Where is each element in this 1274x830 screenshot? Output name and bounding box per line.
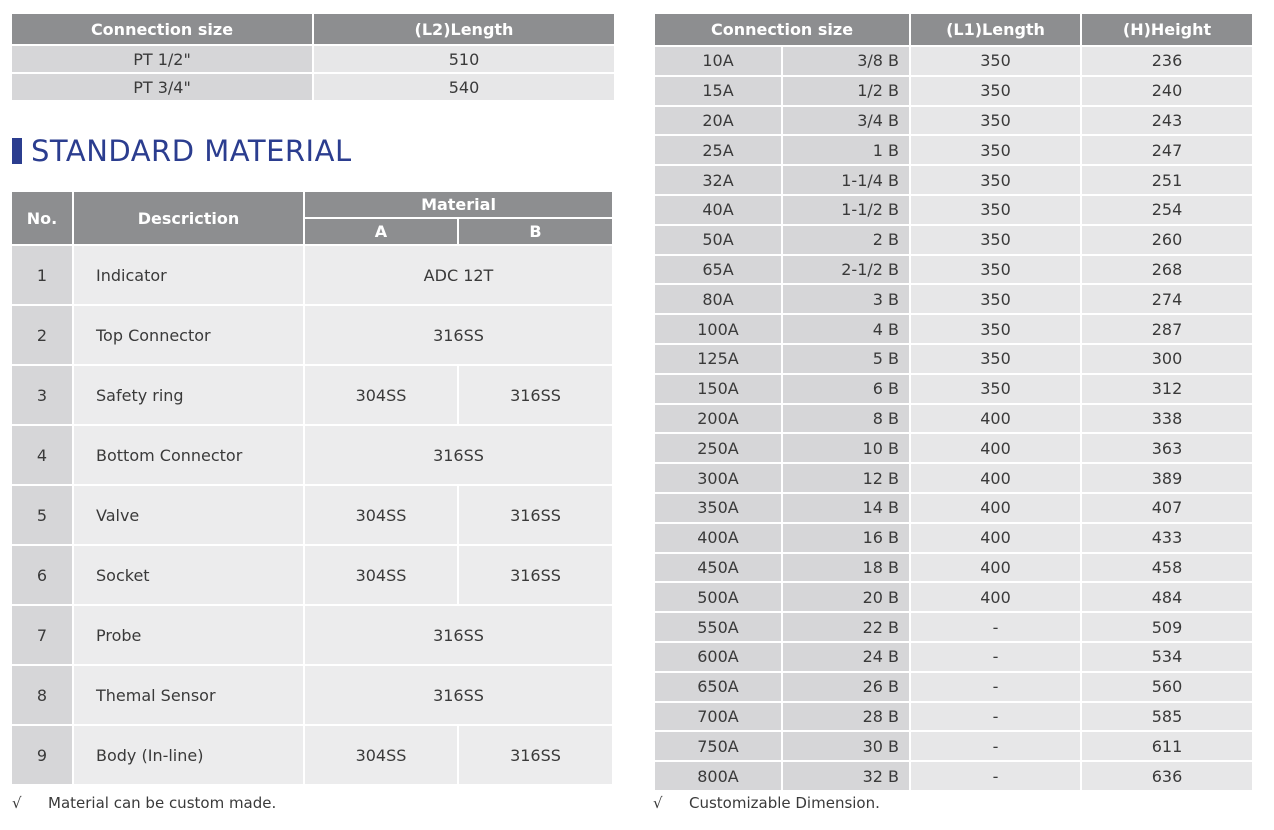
- dim-length-cell: 350: [910, 374, 1081, 404]
- row-material: 316SS: [304, 665, 612, 725]
- dim-height-cell: 274: [1081, 284, 1252, 314]
- dim-height-cell: 312: [1081, 374, 1252, 404]
- dim-size-a-cell: 15A: [655, 76, 782, 106]
- row-no: 3: [12, 365, 73, 425]
- dim-height-cell: 300: [1081, 344, 1252, 374]
- pt-length-table: [12, 14, 614, 102]
- dim-height-cell: 251: [1081, 165, 1252, 195]
- table-row: [12, 245, 612, 305]
- dim-size-b-cell: 8 B: [782, 404, 910, 434]
- row-material: 316SS: [304, 305, 612, 365]
- header-description: Descriction: [73, 192, 304, 245]
- row-no: 4: [12, 425, 73, 485]
- dim-height-cell: 585: [1081, 702, 1252, 732]
- table-row: [655, 731, 1252, 761]
- table-row: [12, 485, 612, 545]
- dim-height-cell: 611: [1081, 731, 1252, 761]
- table-row: [655, 344, 1252, 374]
- table-row: [12, 605, 612, 665]
- dim-length-cell: 400: [910, 404, 1081, 434]
- row-material-b: 316SS: [458, 485, 612, 545]
- dim-length-cell: 400: [910, 433, 1081, 463]
- material-note-text: Material can be custom made.: [48, 794, 277, 812]
- section-title: [12, 133, 352, 169]
- dim-size-a-cell: 750A: [655, 731, 782, 761]
- dim-height-cell: 287: [1081, 314, 1252, 344]
- row-material-b: 316SS: [458, 365, 612, 425]
- dim-size-b-cell: 28 B: [782, 702, 910, 732]
- dim-header-connection-size: Connection size: [655, 14, 910, 46]
- dim-length-cell: 400: [910, 523, 1081, 553]
- dim-height-cell: 240: [1081, 76, 1252, 106]
- pt-table-header-row: [12, 14, 614, 45]
- header-material-a: A: [304, 218, 458, 245]
- dim-length-cell: 350: [910, 135, 1081, 165]
- table-row: [655, 523, 1252, 553]
- table-row: [655, 225, 1252, 255]
- dim-height-cell: 534: [1081, 642, 1252, 672]
- dim-size-b-cell: 1-1/2 B: [782, 195, 910, 225]
- dim-size-a-cell: 40A: [655, 195, 782, 225]
- dim-size-b-cell: 2-1/2 B: [782, 255, 910, 285]
- row-description: Socket: [73, 545, 304, 605]
- dim-height-cell: 254: [1081, 195, 1252, 225]
- row-no: 6: [12, 545, 73, 605]
- dim-size-a-cell: 250A: [655, 433, 782, 463]
- row-description: Probe: [73, 605, 304, 665]
- row-material-b: 316SS: [458, 545, 612, 605]
- dim-size-a-cell: 400A: [655, 523, 782, 553]
- dim-length-cell: 350: [910, 314, 1081, 344]
- table-row: [655, 165, 1252, 195]
- row-no: 7: [12, 605, 73, 665]
- dimension-note-text: Customizable Dimension.: [689, 794, 880, 812]
- dim-size-a-cell: 450A: [655, 553, 782, 583]
- header-material: Material: [304, 192, 612, 218]
- dim-height-cell: 509: [1081, 612, 1252, 642]
- material-note: [12, 794, 276, 812]
- dim-size-b-cell: 14 B: [782, 493, 910, 523]
- dim-length-cell: 350: [910, 106, 1081, 136]
- dim-length-cell: 400: [910, 463, 1081, 493]
- dim-size-b-cell: 3 B: [782, 284, 910, 314]
- pt-size-cell: PT 1/2": [12, 45, 313, 73]
- table-row: [12, 365, 612, 425]
- dim-size-a-cell: 100A: [655, 314, 782, 344]
- dim-length-cell: 350: [910, 76, 1081, 106]
- table-row: [655, 76, 1252, 106]
- header-no: No.: [12, 192, 73, 245]
- table-row: [655, 433, 1252, 463]
- dim-height-cell: 243: [1081, 106, 1252, 136]
- dim-size-a-cell: 200A: [655, 404, 782, 434]
- dim-length-cell: -: [910, 642, 1081, 672]
- check-mark-icon: √: [12, 794, 22, 812]
- row-material-a: 304SS: [304, 485, 458, 545]
- dimension-table: [655, 14, 1252, 792]
- row-description: Body (In-line): [73, 725, 304, 785]
- dim-size-b-cell: 24 B: [782, 642, 910, 672]
- dim-length-cell: 350: [910, 165, 1081, 195]
- table-row: [655, 135, 1252, 165]
- dim-size-b-cell: 1 B: [782, 135, 910, 165]
- material-table: [12, 192, 612, 786]
- row-material: 316SS: [304, 605, 612, 665]
- row-no: 1: [12, 245, 73, 305]
- table-row: [12, 425, 612, 485]
- dim-height-cell: 433: [1081, 523, 1252, 553]
- dim-size-b-cell: 22 B: [782, 612, 910, 642]
- dim-size-a-cell: 500A: [655, 582, 782, 612]
- dim-size-a-cell: 700A: [655, 702, 782, 732]
- table-row: [12, 73, 614, 101]
- row-description: Themal Sensor: [73, 665, 304, 725]
- row-material-a: 304SS: [304, 725, 458, 785]
- header-material-b: B: [458, 218, 612, 245]
- dim-height-cell: 236: [1081, 46, 1252, 76]
- row-description: Indicator: [73, 245, 304, 305]
- dim-height-cell: 260: [1081, 225, 1252, 255]
- table-row: [655, 106, 1252, 136]
- table-row: [12, 305, 612, 365]
- dim-size-b-cell: 32 B: [782, 761, 910, 791]
- material-header-row-1: [12, 192, 612, 218]
- dim-height-cell: 247: [1081, 135, 1252, 165]
- dim-height-cell: 389: [1081, 463, 1252, 493]
- dim-height-cell: 338: [1081, 404, 1252, 434]
- table-row: [655, 195, 1252, 225]
- dim-length-cell: -: [910, 702, 1081, 732]
- row-no: 9: [12, 725, 73, 785]
- dim-size-b-cell: 26 B: [782, 672, 910, 702]
- row-no: 5: [12, 485, 73, 545]
- pt-length-cell: 510: [313, 45, 614, 73]
- title-bar-marker: [12, 138, 22, 164]
- dim-height-cell: 458: [1081, 553, 1252, 583]
- row-material: 316SS: [304, 425, 612, 485]
- dimension-header-row: [655, 14, 1252, 46]
- table-row: [655, 493, 1252, 523]
- dim-size-a-cell: 65A: [655, 255, 782, 285]
- row-description: Bottom Connector: [73, 425, 304, 485]
- dim-size-b-cell: 18 B: [782, 553, 910, 583]
- table-row: [12, 725, 612, 785]
- dim-size-b-cell: 30 B: [782, 731, 910, 761]
- row-no: 8: [12, 665, 73, 725]
- table-row: [655, 314, 1252, 344]
- row-description: Valve: [73, 485, 304, 545]
- section-title-text: STANDARD MATERIAL: [31, 134, 352, 168]
- dim-length-cell: 350: [910, 195, 1081, 225]
- dim-size-b-cell: 1-1/4 B: [782, 165, 910, 195]
- row-no: 2: [12, 305, 73, 365]
- table-row: [655, 582, 1252, 612]
- dimension-table-body: [655, 46, 1252, 791]
- table-row: [655, 374, 1252, 404]
- row-material: ADC 12T: [304, 245, 612, 305]
- dim-header-length: (L1)Length: [910, 14, 1081, 46]
- dim-length-cell: -: [910, 731, 1081, 761]
- dim-size-a-cell: 32A: [655, 165, 782, 195]
- dim-size-b-cell: 16 B: [782, 523, 910, 553]
- table-row: [655, 284, 1252, 314]
- dim-size-a-cell: 125A: [655, 344, 782, 374]
- table-row: [12, 545, 612, 605]
- check-mark-icon: √: [653, 794, 663, 812]
- dim-size-b-cell: 10 B: [782, 433, 910, 463]
- table-row: [655, 255, 1252, 285]
- row-material-a: 304SS: [304, 365, 458, 425]
- dim-size-a-cell: 300A: [655, 463, 782, 493]
- dim-height-cell: 484: [1081, 582, 1252, 612]
- table-row: [655, 612, 1252, 642]
- table-row: [655, 702, 1252, 732]
- dim-size-b-cell: 5 B: [782, 344, 910, 374]
- dim-size-b-cell: 3/8 B: [782, 46, 910, 76]
- pt-header-connection-size: Connection size: [12, 14, 313, 45]
- dim-length-cell: 350: [910, 225, 1081, 255]
- pt-length-cell: 540: [313, 73, 614, 101]
- dim-size-b-cell: 4 B: [782, 314, 910, 344]
- dim-size-a-cell: 550A: [655, 612, 782, 642]
- dim-height-cell: 636: [1081, 761, 1252, 791]
- dim-length-cell: 350: [910, 344, 1081, 374]
- dim-height-cell: 268: [1081, 255, 1252, 285]
- dim-height-cell: 407: [1081, 493, 1252, 523]
- dim-size-a-cell: 20A: [655, 106, 782, 136]
- dim-header-height: (H)Height: [1081, 14, 1252, 46]
- dim-size-b-cell: 1/2 B: [782, 76, 910, 106]
- dim-size-a-cell: 10A: [655, 46, 782, 76]
- dim-size-a-cell: 650A: [655, 672, 782, 702]
- dim-size-b-cell: 12 B: [782, 463, 910, 493]
- dim-height-cell: 560: [1081, 672, 1252, 702]
- dim-height-cell: 363: [1081, 433, 1252, 463]
- table-row: [655, 404, 1252, 434]
- row-description: Safety ring: [73, 365, 304, 425]
- dim-length-cell: 400: [910, 493, 1081, 523]
- table-row: [655, 672, 1252, 702]
- dim-length-cell: -: [910, 672, 1081, 702]
- table-row: [655, 642, 1252, 672]
- dim-length-cell: -: [910, 761, 1081, 791]
- dim-length-cell: 350: [910, 284, 1081, 314]
- dim-size-a-cell: 150A: [655, 374, 782, 404]
- pt-size-cell: PT 3/4": [12, 73, 313, 101]
- table-row: [655, 761, 1252, 791]
- row-material-b: 316SS: [458, 725, 612, 785]
- dim-size-a-cell: 80A: [655, 284, 782, 314]
- dim-size-b-cell: 3/4 B: [782, 106, 910, 136]
- dimension-note: [653, 794, 880, 812]
- dim-size-a-cell: 50A: [655, 225, 782, 255]
- row-description: Top Connector: [73, 305, 304, 365]
- dim-size-b-cell: 20 B: [782, 582, 910, 612]
- dim-length-cell: 350: [910, 255, 1081, 285]
- dim-size-a-cell: 800A: [655, 761, 782, 791]
- dim-length-cell: 350: [910, 46, 1081, 76]
- dim-length-cell: 400: [910, 582, 1081, 612]
- pt-header-length: (L2)Length: [313, 14, 614, 45]
- dim-size-a-cell: 600A: [655, 642, 782, 672]
- dim-size-b-cell: 2 B: [782, 225, 910, 255]
- row-material-a: 304SS: [304, 545, 458, 605]
- dim-size-a-cell: 25A: [655, 135, 782, 165]
- dim-size-a-cell: 350A: [655, 493, 782, 523]
- dim-length-cell: -: [910, 612, 1081, 642]
- dim-size-b-cell: 6 B: [782, 374, 910, 404]
- table-row: [655, 46, 1252, 76]
- table-row: [12, 45, 614, 73]
- dim-length-cell: 400: [910, 553, 1081, 583]
- table-row: [655, 463, 1252, 493]
- table-row: [12, 665, 612, 725]
- table-row: [655, 553, 1252, 583]
